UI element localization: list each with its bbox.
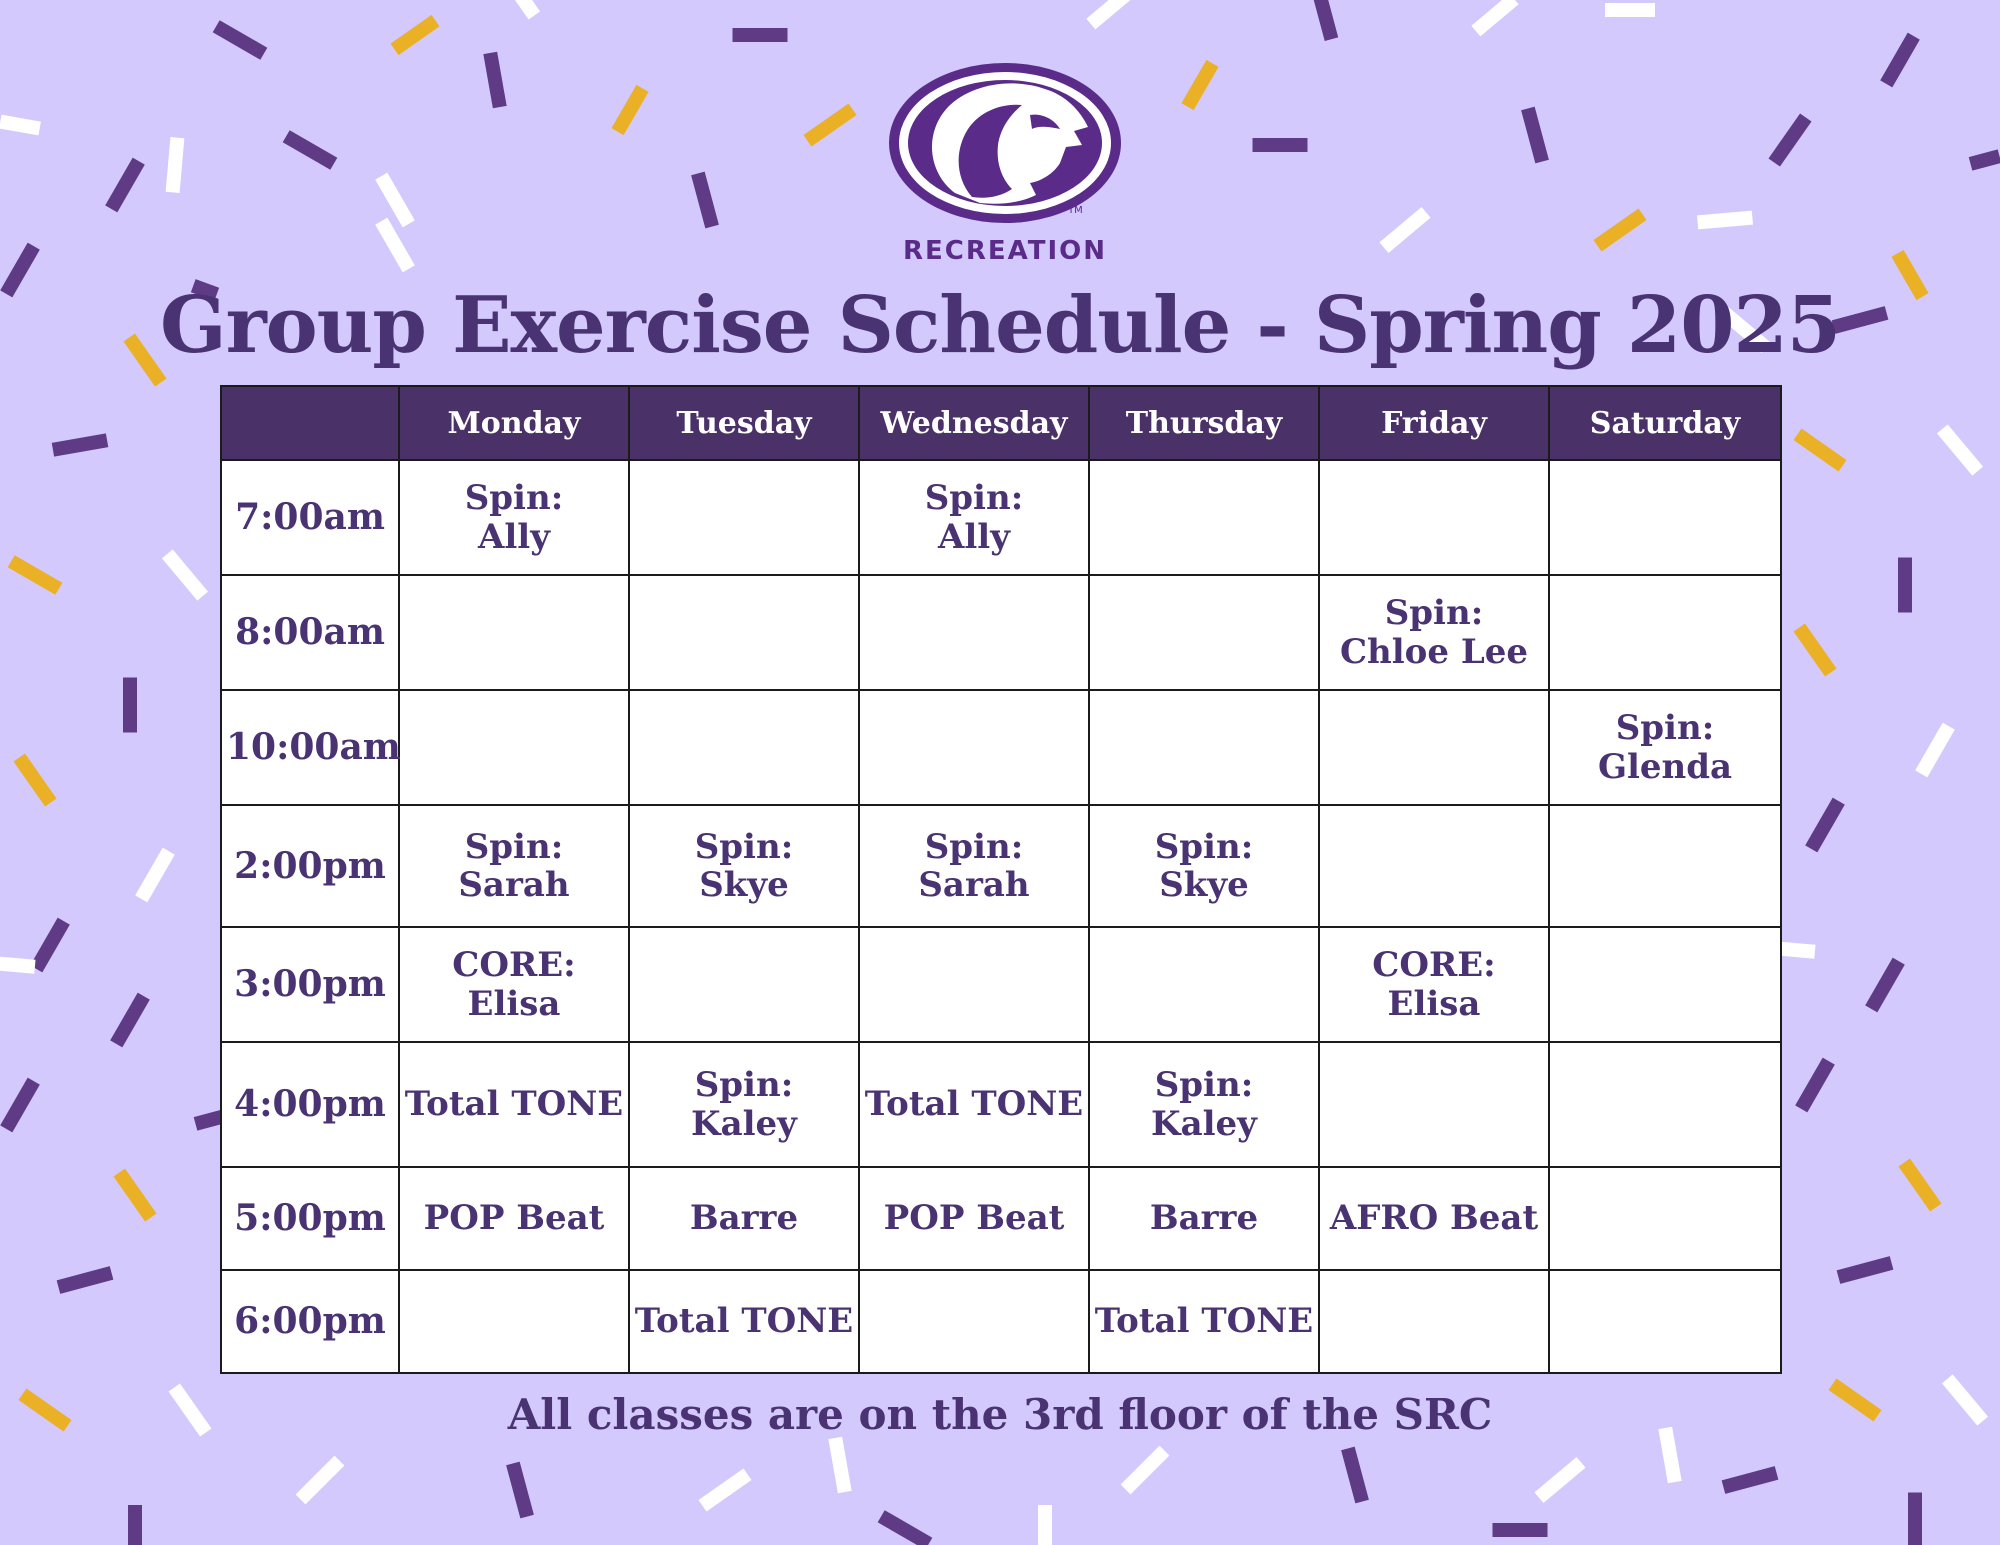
confetti-piece <box>162 549 208 600</box>
confetti-piece <box>1915 723 1955 778</box>
day-header-friday: Friday <box>1319 386 1549 460</box>
instructor-name: Chloe Lee <box>1339 631 1528 672</box>
class-name: Spin: <box>924 478 1024 519</box>
confetti-piece <box>105 158 145 213</box>
time-cell: 3:00pm <box>221 927 399 1042</box>
confetti-piece <box>878 1510 933 1545</box>
confetti-piece <box>375 173 415 228</box>
confetti-piece <box>1521 107 1549 164</box>
class-cell <box>629 1042 859 1167</box>
class-cell <box>1089 805 1319 927</box>
table-row <box>221 575 1781 690</box>
class-name: Barre <box>1149 1198 1259 1239</box>
lion-head-logo-icon <box>860 55 1140 270</box>
class-cell <box>1319 805 1549 927</box>
class-name: CORE: <box>452 945 576 986</box>
class-name: POP Beat <box>423 1198 605 1239</box>
confetti-piece <box>1768 113 1811 166</box>
confetti-piece <box>1795 1058 1835 1113</box>
confetti-piece <box>283 130 338 170</box>
confetti-piece <box>123 678 137 733</box>
table-row <box>221 460 1781 575</box>
table-row <box>221 690 1781 805</box>
class-name: Spin: <box>1384 593 1484 634</box>
class-cell <box>1319 460 1549 575</box>
class-cell <box>859 1042 1089 1167</box>
confetti-piece <box>296 1456 345 1505</box>
time-cell: 6:00pm <box>221 1270 399 1373</box>
confetti-piece <box>1038 1505 1052 1545</box>
recreation-logo <box>860 55 1140 270</box>
confetti-piece <box>1898 1158 1941 1211</box>
instructor-name: Glenda <box>1597 746 1733 787</box>
class-cell <box>629 1270 859 1373</box>
confetti-piece <box>375 218 415 273</box>
class-cell <box>1089 1167 1319 1270</box>
class-cell <box>399 690 629 805</box>
class-cell <box>859 805 1089 927</box>
confetti-piece <box>213 20 268 60</box>
instructor-name: Skye <box>699 865 789 905</box>
table-row <box>221 1167 1781 1270</box>
confetti-piece <box>1086 0 1133 29</box>
class-cell <box>1549 927 1781 1042</box>
instructor-name: Ally <box>938 516 1010 557</box>
confetti-piece <box>1534 1457 1585 1503</box>
class-cell <box>399 1270 629 1373</box>
instructor-name: Skye <box>1159 865 1249 905</box>
confetti-piece <box>30 918 70 973</box>
time-cell: 8:00am <box>221 575 399 690</box>
footer-note: All classes are on the 3rd floor of the SRC <box>507 1390 1493 1439</box>
confetti-piece <box>0 1078 40 1133</box>
confetti-piece <box>803 103 856 146</box>
confetti-piece <box>1593 208 1646 251</box>
class-cell <box>399 460 629 575</box>
class-cell <box>1089 460 1319 575</box>
class-cell <box>1549 1270 1781 1373</box>
class-name: Barre <box>689 1198 799 1239</box>
logo-wordmark: RECREATION <box>902 236 1108 266</box>
confetti-piece <box>1493 1523 1548 1537</box>
class-name: Spin: <box>1615 708 1715 749</box>
day-header-wednesday: Wednesday <box>859 386 1089 460</box>
confetti-piece <box>691 172 719 229</box>
class-cell <box>1089 575 1319 690</box>
class-cell <box>1319 927 1549 1042</box>
class-cell <box>859 575 1089 690</box>
confetti-piece <box>1722 1466 1779 1494</box>
class-cell <box>399 1167 629 1270</box>
instructor-name: Elisa <box>1387 983 1481 1024</box>
confetti-piece <box>166 137 185 193</box>
instructor-name: Elisa <box>467 983 561 1024</box>
class-cell <box>1549 1167 1781 1270</box>
confetti-piece <box>113 1168 156 1221</box>
confetti-piece <box>611 85 648 135</box>
confetti-piece <box>500 0 540 19</box>
class-cell <box>859 1167 1089 1270</box>
class-name: Spin: <box>694 1065 794 1106</box>
confetti-piece <box>1908 1493 1922 1545</box>
time-cell: 7:00am <box>221 460 399 575</box>
confetti-piece <box>1937 424 1983 475</box>
instructor-name: Ally <box>478 516 550 557</box>
class-cell <box>399 805 629 927</box>
class-cell <box>859 460 1089 575</box>
confetti-piece <box>506 1462 534 1519</box>
confetti-piece <box>0 956 36 973</box>
day-header-tuesday: Tuesday <box>629 386 859 460</box>
confetti-piece <box>0 115 41 136</box>
class-name: Spin: <box>924 826 1024 867</box>
schedule-table <box>220 385 1782 1374</box>
confetti-piece <box>1121 1446 1170 1495</box>
confetti-piece <box>698 1468 751 1511</box>
class-cell <box>399 927 629 1042</box>
confetti-piece <box>135 848 175 903</box>
table-row <box>221 1042 1781 1167</box>
time-cell: 2:00pm <box>221 805 399 927</box>
confetti-piece <box>1969 149 2000 170</box>
instructor-name: Sarah <box>458 865 570 905</box>
class-cell <box>1319 1042 1549 1167</box>
confetti-piece <box>1898 558 1912 613</box>
class-name: Spin: <box>1154 1065 1254 1106</box>
class-cell <box>629 460 859 575</box>
class-cell <box>629 1167 859 1270</box>
instructor-name: Kaley <box>691 1103 797 1144</box>
day-header-saturday: Saturday <box>1549 386 1781 460</box>
confetti-piece <box>1471 0 1518 36</box>
confetti-piece <box>1880 33 1920 88</box>
class-name: Total TONE <box>404 1084 624 1125</box>
class-cell <box>1549 575 1781 690</box>
class-name: Spin: <box>1154 826 1254 867</box>
day-header-thursday: Thursday <box>1089 386 1319 460</box>
confetti-piece <box>1253 138 1308 152</box>
class-cell <box>859 927 1089 1042</box>
confetti-piece <box>8 555 63 595</box>
confetti-piece <box>1805 798 1845 853</box>
class-cell <box>1089 1042 1319 1167</box>
class-name: AFRO Beat <box>1329 1198 1539 1239</box>
class-name: Total TONE <box>864 1084 1084 1125</box>
confetti-piece <box>1697 211 1753 230</box>
class-cell <box>1549 690 1781 805</box>
time-cell: 4:00pm <box>221 1042 399 1167</box>
class-cell <box>1549 805 1781 927</box>
class-name: Spin: <box>464 826 564 867</box>
confetti-piece <box>52 433 109 456</box>
class-cell <box>859 690 1089 805</box>
svg-text:TM: TM <box>1068 205 1083 216</box>
class-name: POP Beat <box>883 1198 1065 1239</box>
class-cell <box>1319 690 1549 805</box>
class-cell <box>1089 690 1319 805</box>
confetti-piece <box>57 1266 114 1294</box>
confetti-piece <box>1312 0 1338 41</box>
corner-cell <box>221 386 399 460</box>
class-cell <box>399 575 629 690</box>
instructor-name: Sarah <box>918 865 1030 905</box>
confetti-piece <box>110 993 150 1048</box>
class-cell <box>399 1042 629 1167</box>
confetti-piece <box>13 753 56 806</box>
class-name: Total TONE <box>634 1301 854 1342</box>
class-cell <box>1549 460 1781 575</box>
confetti-piece <box>1341 1447 1369 1504</box>
table-row <box>221 805 1781 927</box>
header-row <box>221 386 1781 460</box>
confetti-piece <box>128 1505 142 1545</box>
confetti-piece <box>1865 958 1905 1013</box>
class-cell <box>1089 1270 1319 1373</box>
class-cell <box>629 575 859 690</box>
class-cell <box>1319 1270 1549 1373</box>
table-row <box>221 1270 1781 1373</box>
class-cell <box>1319 1167 1549 1270</box>
confetti-piece <box>733 28 788 42</box>
page-title: Group Exercise Schedule - Spring 2025 <box>159 280 1841 371</box>
confetti-piece <box>1181 60 1218 110</box>
class-cell <box>629 805 859 927</box>
class-cell <box>1319 575 1549 690</box>
confetti-piece <box>1605 3 1655 17</box>
confetti-piece <box>1793 428 1846 471</box>
class-name: CORE: <box>1372 945 1496 986</box>
confetti-piece <box>1793 623 1836 676</box>
class-cell <box>859 1270 1089 1373</box>
class-cell <box>629 690 859 805</box>
class-cell <box>629 927 859 1042</box>
class-cell <box>1549 1042 1781 1167</box>
confetti-piece <box>391 15 440 55</box>
confetti-piece <box>483 52 506 109</box>
time-cell: 10:00am <box>221 690 399 805</box>
time-cell: 5:00pm <box>221 1167 399 1270</box>
confetti-piece <box>1379 207 1430 253</box>
class-name: Spin: <box>694 826 794 867</box>
day-header-monday: Monday <box>399 386 629 460</box>
instructor-name: Kaley <box>1151 1103 1257 1144</box>
class-name: Total TONE <box>1094 1301 1314 1342</box>
table-row <box>221 927 1781 1042</box>
class-name: Spin: <box>464 478 564 519</box>
confetti-piece <box>1837 1256 1894 1284</box>
class-cell <box>1089 927 1319 1042</box>
confetti-piece <box>828 1437 851 1494</box>
